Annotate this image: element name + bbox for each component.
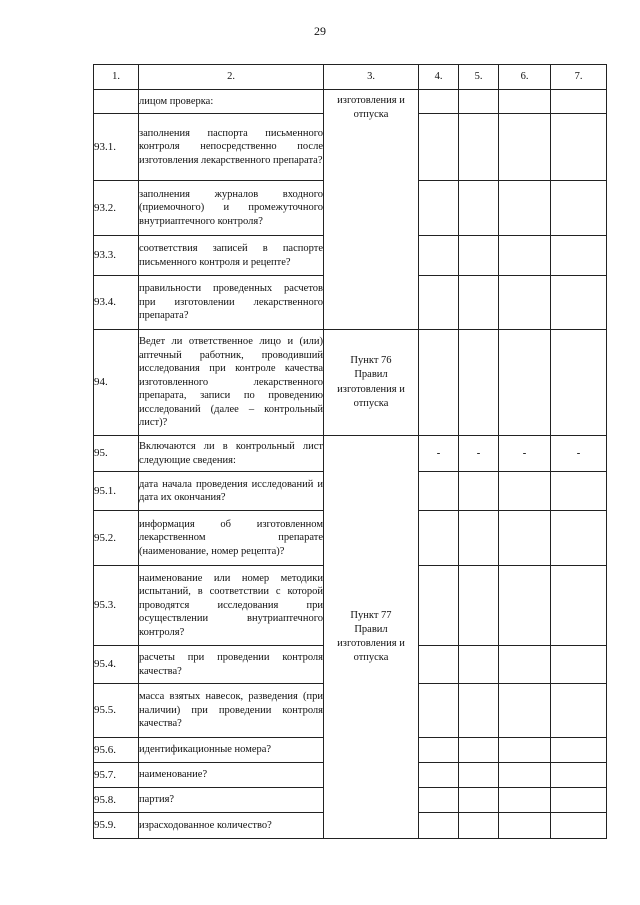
row-text: идентификационные номера? xyxy=(139,738,324,763)
reference-cell xyxy=(324,436,419,839)
answer-cell xyxy=(499,472,551,511)
answer-cell xyxy=(419,813,459,839)
reference-line: изготовления и xyxy=(337,383,405,395)
checklist-table xyxy=(93,64,607,839)
answer-cell xyxy=(499,788,551,813)
reference-cell xyxy=(324,330,419,436)
answer-cell xyxy=(419,181,459,236)
column-header: 7. xyxy=(551,65,607,90)
answer-cell xyxy=(459,684,499,738)
column-header: 6. xyxy=(499,65,551,90)
reference-line: Пункт 76 xyxy=(350,355,392,367)
column-header: 3. xyxy=(324,65,419,90)
row-text: масса взятых навесок, разведения (при наличии) при проведении контроля качества? xyxy=(139,684,324,738)
column-header: 4. xyxy=(419,65,459,90)
answer-cell xyxy=(419,330,459,436)
answer-cell xyxy=(459,276,499,330)
column-header: 1. xyxy=(94,65,139,90)
answer-cell xyxy=(499,511,551,566)
answer-cell xyxy=(551,788,607,813)
page-number: 29 xyxy=(314,24,326,38)
row-number: 95.9. xyxy=(94,813,139,839)
row-number: 95.4. xyxy=(94,646,139,684)
answer-cell xyxy=(419,788,459,813)
table-row xyxy=(94,90,607,114)
row-number: 95.6. xyxy=(94,738,139,763)
answer-cell xyxy=(499,738,551,763)
row-number: 93.3. xyxy=(94,236,139,276)
answer-cell xyxy=(459,114,499,181)
answer-cell xyxy=(499,566,551,646)
answer-cell xyxy=(551,684,607,738)
reference-cell xyxy=(324,90,419,330)
answer-cell xyxy=(499,813,551,839)
answer-cell xyxy=(551,114,607,181)
answer-cell xyxy=(499,114,551,181)
row-number: 95.7. xyxy=(94,763,139,788)
reference-line: отпуска xyxy=(353,397,389,409)
row-text: информация об изготовленном лекарственном препарате (наименование, номер рецепта)? xyxy=(139,511,324,566)
dash-cell: - xyxy=(499,436,551,472)
answer-cell xyxy=(419,114,459,181)
row-number: 93.2. xyxy=(94,181,139,236)
reference-line: изготовления и xyxy=(337,95,405,106)
column-header: 5. xyxy=(459,65,499,90)
row-text: Включаются ли в контрольный лист следующие сведения: xyxy=(139,436,324,472)
header-row xyxy=(94,65,607,90)
answer-cell xyxy=(419,763,459,788)
answer-cell xyxy=(459,763,499,788)
answer-cell xyxy=(459,181,499,236)
reference-line: Пункт 77 xyxy=(350,609,392,621)
answer-cell xyxy=(459,236,499,276)
row-number: 95.1. xyxy=(94,472,139,511)
row-number: 93.1. xyxy=(94,114,139,181)
reference-line: изготовления и xyxy=(337,638,405,649)
row-text: израсходованное количество? xyxy=(139,813,324,839)
answer-cell xyxy=(551,813,607,839)
reference-line: отпуска xyxy=(353,652,389,664)
answer-cell xyxy=(419,511,459,566)
answer-cell xyxy=(499,646,551,684)
answer-cell xyxy=(551,181,607,236)
answer-cell xyxy=(499,763,551,788)
answer-cell xyxy=(499,181,551,236)
answer-cell xyxy=(499,236,551,276)
answer-cell xyxy=(499,330,551,436)
row-number: 94. xyxy=(94,330,139,436)
row-text: наименование или номер методики испытаний, в соответствии с которой проводятся исследования при осуществлении внутриаптечного контроля? xyxy=(139,566,324,646)
answer-cell xyxy=(551,330,607,436)
table-row xyxy=(94,436,607,472)
answer-cell xyxy=(419,646,459,684)
answer-cell xyxy=(499,90,551,114)
row-text: заполнения журналов входного (приемочного) и промежуточного внутриаптечного контроля? xyxy=(139,181,324,236)
row-text: соответствия записей в паспорте письменного контроля и рецепте? xyxy=(139,236,324,276)
table-row xyxy=(94,330,607,436)
answer-cell xyxy=(551,276,607,330)
row-text: наименование? xyxy=(139,763,324,788)
row-number: 95.2. xyxy=(94,511,139,566)
answer-cell xyxy=(551,646,607,684)
answer-cell xyxy=(459,788,499,813)
answer-cell xyxy=(551,472,607,511)
dash-cell: - xyxy=(459,436,499,472)
row-text: лицом проверка: xyxy=(139,90,324,114)
row-number: 95.3. xyxy=(94,566,139,646)
row-text: расчеты при проведении контроля качества? xyxy=(139,646,324,684)
row-text: дата начала проведения исследований и дата их окончания? xyxy=(139,472,324,511)
answer-cell xyxy=(419,684,459,738)
row-number: 93.4. xyxy=(94,276,139,330)
answer-cell xyxy=(459,511,499,566)
dash-cell: - xyxy=(551,436,607,472)
answer-cell xyxy=(419,90,459,114)
row-text: правильности проведенных расчетов при изготовлении лекарственного препарата? xyxy=(139,276,324,330)
row-number xyxy=(94,90,139,114)
answer-cell xyxy=(499,276,551,330)
answer-cell xyxy=(419,566,459,646)
row-number: 95. xyxy=(94,436,139,472)
answer-cell xyxy=(551,738,607,763)
row-text: заполнения паспорта письменного контроля непосредственно после изготовления лекарственного препарата? xyxy=(139,114,324,181)
answer-cell xyxy=(551,763,607,788)
column-header: 2. xyxy=(139,65,324,90)
answer-cell xyxy=(459,472,499,511)
answer-cell xyxy=(459,813,499,839)
answer-cell xyxy=(499,684,551,738)
row-number: 95.8. xyxy=(94,788,139,813)
answer-cell xyxy=(551,236,607,276)
answer-cell xyxy=(419,472,459,511)
dash-cell: - xyxy=(419,436,459,472)
answer-cell xyxy=(419,276,459,330)
answer-cell xyxy=(459,90,499,114)
answer-cell xyxy=(459,566,499,646)
row-number: 95.5. xyxy=(94,684,139,738)
row-text: партия? xyxy=(139,788,324,813)
answer-cell xyxy=(551,90,607,114)
answer-cell xyxy=(551,511,607,566)
answer-cell xyxy=(459,330,499,436)
answer-cell xyxy=(419,738,459,763)
answer-cell xyxy=(459,738,499,763)
reference-line: Правил xyxy=(354,623,388,635)
answer-cell xyxy=(551,566,607,646)
answer-cell xyxy=(419,236,459,276)
reference-line: Правил xyxy=(354,369,388,381)
row-text: Ведет ли ответственное лицо и (или) аптечный работник, проводивший исследования при контроле качества изготовленного лекарственного препарата, записи по проведению исследований (далее – контрольный лист)? xyxy=(139,330,324,436)
reference-line: отпуска xyxy=(353,109,389,121)
answer-cell xyxy=(459,646,499,684)
